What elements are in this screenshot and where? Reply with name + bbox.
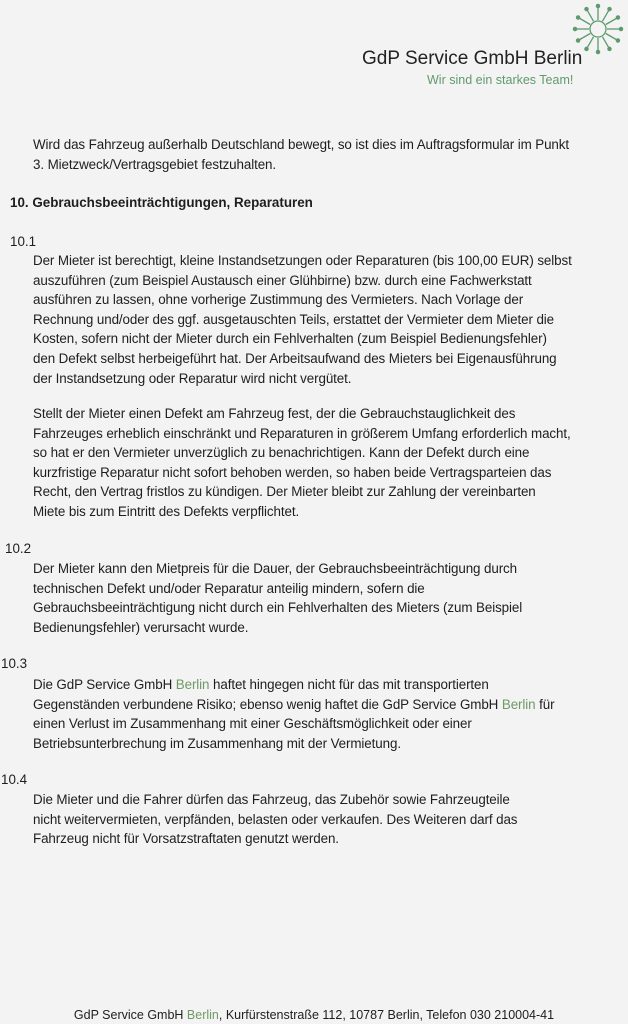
city-highlight: Berlin bbox=[186, 1008, 219, 1022]
city-highlight: Berlin bbox=[175, 677, 210, 692]
text-line: Rechnung und/oder des ggf. ausgetauschten Teils, erstattet der Vermieter dem Mieter die bbox=[33, 311, 555, 327]
company-name: GdP Service GmbH Berlin bbox=[362, 48, 583, 69]
text-line: Gebrauchsbeeinträchtigung nicht durch ein Fehlverhalten des Mieters (zum Beispiel bbox=[33, 600, 523, 616]
clause-number: 10.3 bbox=[1, 656, 28, 671]
text-line: Wird das Fahrzeug außerhalb Deutschland bewegt, so ist dies im Auftragsformular im Punkt bbox=[33, 137, 569, 152]
text-line: Betriebsunterbrechung im Zusammenhang mit der Vermietung. bbox=[33, 735, 401, 751]
text-line: technischen Defekt und/oder Reparatur anteilig mindern, sofern die bbox=[33, 580, 425, 596]
text-line: kurzfristige Reparatur nicht sofort behoben werden, so haben beide Vertragsparteien das bbox=[33, 464, 552, 480]
text-line: Der Mieter ist berechtigt, kleine Instandsetzungen oder Reparaturen (bis 100,00 EUR) selbst bbox=[33, 253, 572, 268]
text-line: einen Verlust im Zusammenhang mit einer Geschäftsmöglichkeit oder einer bbox=[33, 716, 472, 732]
footer-address: GdP Service GmbH Berlin, Kurfürstenstraße 112, 10787 Berlin, Telefon 030 210004-41 bbox=[73, 1008, 555, 1022]
text-line: Recht, den Vertrag fristlos zu kündigen. Der Mieter bleibt zur Zahlung der vereinbarten bbox=[33, 484, 536, 500]
text-line: nicht weitervermieten, verpfänden, belasten oder verkaufen. Des Weiteren darf das bbox=[33, 811, 518, 827]
text-line: ausführen zu lassen, ohne vorherige Zustimmung des Vermieters. Nach Vorlage der bbox=[33, 292, 524, 308]
city-highlight: Berlin bbox=[501, 696, 536, 712]
text-line: Miete bis zum Eintritt des Defekts verpflichtet. bbox=[33, 504, 300, 519]
clause-number: 10.1 bbox=[10, 234, 37, 249]
text-line: Die GdP Service GmbH Berlin haftet hingegen nicht für das mit transportierten bbox=[33, 677, 489, 692]
text-line: auszuführen (zum Beispiel Austausch einer Glühbirne) bzw. durch eine Fachwerkstatt bbox=[33, 272, 532, 288]
text-line: Bedienungsfehler) verursacht wurde. bbox=[33, 619, 249, 635]
text-line: Fahrzeuges erheblich einschränkt und Reparaturen in größerem Umfang erforderlich macht, bbox=[33, 425, 571, 441]
clause-number: 10.2 bbox=[5, 541, 32, 556]
section-heading: 10. Gebrauchsbeeinträchtigungen, Reparaturen bbox=[10, 195, 313, 210]
sun-arrows-logo-icon bbox=[572, 3, 624, 55]
text-line: Fahrzeug nicht für Vorsatzstraftaten genutzt werden. bbox=[33, 831, 339, 847]
text-line: Gegenständen verbundene Risiko; ebenso wenig haftet die GdP Service GmbH Berlin für bbox=[33, 696, 555, 712]
text-line: so hat er den Vermieter unverzüglich zu benachrichtigen. Kann der Defekt durch eine bbox=[33, 445, 530, 461]
text-line: Der Mieter kann den Mietpreis für die Dauer, der Gebrauchsbeeinträchtigung durch bbox=[33, 561, 518, 576]
company-slogan: Wir sind ein starkes Team! bbox=[427, 73, 574, 87]
text-line: Die Mieter und die Fahrer dürfen das Fahrzeug, das Zubehör sowie Fahrzeugteile bbox=[33, 792, 510, 807]
text-line: der Instandsetzung oder Reparatur wird nicht vergütet. bbox=[33, 370, 352, 386]
text-line: den Defekt selbst herbeigeführt hat. Der Arbeitsaufwand des Mieters bei Eigenausführung bbox=[33, 351, 557, 366]
clause-number: 10.4 bbox=[1, 772, 28, 787]
page-marker: · bbox=[26, 993, 28, 999]
text-line: Stellt der Mieter einen Defekt am Fahrzeug fest, der die Gebrauchstauglichkeit des bbox=[33, 406, 516, 421]
text-line: 3. Mietzweck/Vertragsgebiet festzuhalten. bbox=[33, 156, 277, 172]
text-line: Kosten, sofern nicht der Mieter durch ein Fehlverhalten (zum Beispiel Bedienungsfehler) bbox=[33, 331, 547, 347]
